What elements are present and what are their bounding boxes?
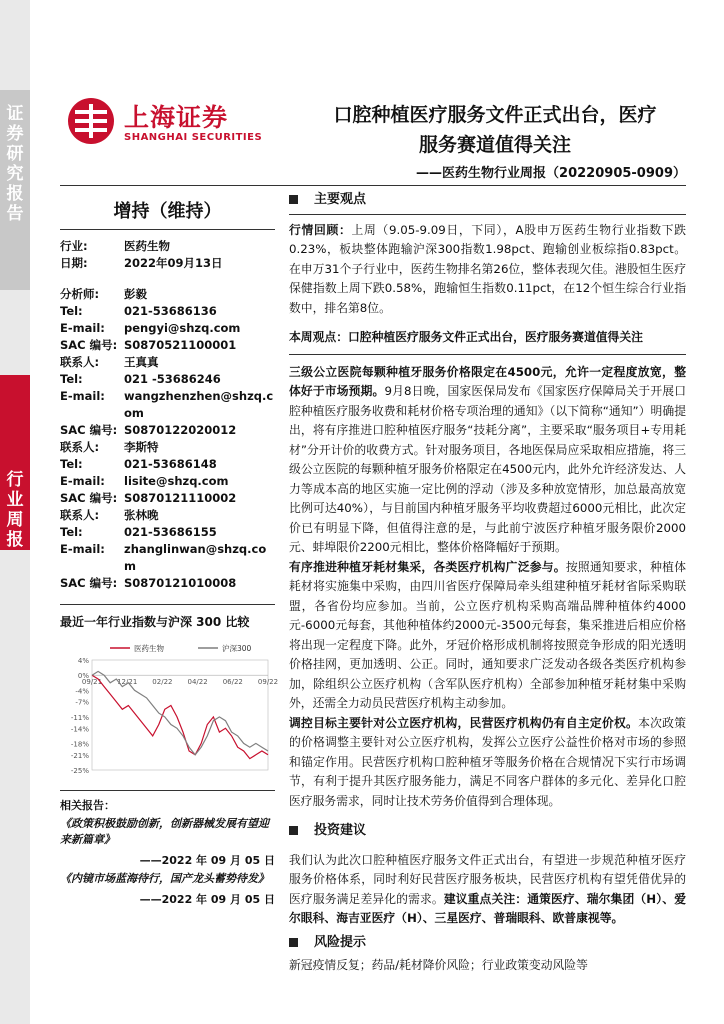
chart-x-tick-label: 06/22 xyxy=(222,678,243,687)
info-value: wangzhenzhen@shzq.com xyxy=(124,389,274,420)
regulation-target-text: 本次政策的价格调整主要针对公立医疗机构，发挥公立医疗公益性价格对市场的参照和锚定作用。民营医疗机构口腔种植牙等服务价格在合规情况下实行市场调节，有利于提升其医疗服务能力，满足不同客户群体的多元化、差异化口腔医疗服务需求，同时让技术劳务价值得到合理体现。 xyxy=(289,715,686,808)
rating-divider xyxy=(60,229,275,230)
chart-x-tick-label: 09/21 xyxy=(81,678,103,687)
info-value: 021-53686148 xyxy=(124,457,217,471)
report-title-line1: 口腔种植医疗服务文件正式出台，医疗 xyxy=(333,104,657,126)
chart-series-line-pharma xyxy=(92,675,268,758)
view-divider xyxy=(289,354,686,355)
section-investment-advice xyxy=(289,821,686,841)
related-divider xyxy=(60,790,275,791)
paragraph-procurement xyxy=(289,558,686,714)
report-subtitle: ——医药生物行业周报（20220905-0909） xyxy=(416,166,686,181)
chart-divider xyxy=(60,604,275,605)
info-row xyxy=(60,255,275,272)
logo-name-en: SHANGHAI SECURITIES xyxy=(124,132,263,143)
info-value: 021-53686155 xyxy=(124,525,217,539)
related-report-date: ——2022 年 09 月 05 日 xyxy=(139,854,275,867)
chart-y-tick-label: -4% xyxy=(75,687,89,696)
chart-x-tick-label: 02/22 xyxy=(152,678,173,687)
market-review-paragraph xyxy=(289,221,686,319)
weekly-view-label: 本周观点： xyxy=(289,330,348,344)
info-row xyxy=(60,320,275,337)
info-row xyxy=(60,490,275,507)
info-row xyxy=(60,337,275,354)
related-report-title: 《政策积极鼓励创新，创新器械发展有望迎来新篇章》 xyxy=(60,817,269,846)
info-key: Tel: xyxy=(60,304,83,318)
info-row xyxy=(60,456,275,473)
section-investment-title: 投资建议 xyxy=(314,823,367,838)
risk-paragraph: 新冠疫情反复；药品/耗材降价风险；行业政策变动风险等 xyxy=(289,958,588,972)
chart-x-tick-label: 04/22 xyxy=(187,678,208,687)
info-value: pengyi@shzq.com xyxy=(124,321,241,335)
info-value: S0870121010008 xyxy=(124,576,237,590)
info-value: 李斯特 xyxy=(124,440,159,454)
info-key: E-mail: xyxy=(60,321,105,335)
info-key: SAC 编号: xyxy=(60,423,118,437)
info-row xyxy=(60,238,275,255)
report-title-line2: 服务赛道值得关注 xyxy=(418,134,571,156)
section-divider xyxy=(289,214,686,215)
info-key: 日期: xyxy=(60,256,88,270)
info-value: 王真真 xyxy=(124,355,159,369)
main-content xyxy=(289,190,686,976)
rating-label: 增持（维持） xyxy=(113,201,222,222)
bullet-square-icon xyxy=(289,826,298,835)
info-value: 彭毅 xyxy=(124,287,147,301)
bullet-square-icon xyxy=(289,938,298,947)
info-key: Tel: xyxy=(60,457,83,471)
info-key: E-mail: xyxy=(60,542,105,556)
chart-plot-frame xyxy=(92,660,268,770)
logo-name-cn: 上海证券 xyxy=(124,103,229,132)
section-main-points-title: 主要观点 xyxy=(314,192,367,207)
info-key: 行业: xyxy=(60,239,88,253)
company-logo xyxy=(66,96,266,152)
info-value: 张林晚 xyxy=(124,508,159,522)
info-key: E-mail: xyxy=(60,389,105,403)
info-key: Tel: xyxy=(60,525,83,539)
info-row xyxy=(60,354,275,371)
chart-legend-label: 沪深300 xyxy=(222,644,252,653)
section-main-points xyxy=(289,190,686,210)
related-report-date: ——2022 年 09 月 05 日 xyxy=(139,893,275,906)
info-key: SAC 编号: xyxy=(60,338,118,352)
procurement-text: 按照通知要求，种植体耗材将实施集中采购，由四川省医疗保障局牵头组建种植牙耗材省际采购联盟，各省份均应参加。当前，公立医疗机构采购高端品牌种植体约4000元-6000元每套，其他种植体约2000元-3500元每套，集采推进后相应价格将出现一定程度下降。此外，牙冠价格形成机制将按照竞争形成的阳光透明价格挂网，更加透明、公正。同时，通知要求广泛发动各级各类医疗机构参加，除组织公立医疗机构（含军队医疗机构）全部参加种植牙耗材集中采购外，还需全力动员民营医疗机构主动参加。 xyxy=(289,559,686,710)
info-row xyxy=(60,286,275,303)
info-key: SAC 编号: xyxy=(60,576,118,590)
info-value: 医药生物 xyxy=(124,239,170,253)
chart-y-tick-label: 4% xyxy=(77,657,89,665)
chart-y-tick-label: -18% xyxy=(70,740,89,749)
section-risk xyxy=(289,933,686,953)
chart-y-tick-label: -7% xyxy=(75,698,89,707)
info-row xyxy=(60,524,275,541)
info-key: Tel: xyxy=(60,372,83,386)
chart-x-tick-label: 12/21 xyxy=(117,678,138,687)
price-cap-heading: 三级公立医院每颗种植牙服务价格限定在4500元，允许一定程度放宽，整体好于市场预期。 xyxy=(289,364,686,398)
weekly-view-text: 口腔种植医疗服务文件正式出台，医疗服务赛道值得关注 xyxy=(348,330,643,344)
procurement-heading: 有序推进种植牙耗材集采，各类医疗机构广泛参与。 xyxy=(289,559,566,574)
chart-legend-label: 医药生物 xyxy=(134,644,164,653)
info-row xyxy=(60,303,275,320)
market-review-label: 行情回顾： xyxy=(289,222,352,237)
related-reports-list xyxy=(60,816,275,907)
chart-y-tick-label: -11% xyxy=(70,713,89,722)
investment-paragraph xyxy=(289,851,686,929)
chart-y-tick-label: -21% xyxy=(70,751,89,760)
info-row xyxy=(60,575,275,592)
info-row xyxy=(60,473,275,490)
meta-list xyxy=(60,238,275,272)
info-value: S0870121110002 xyxy=(124,491,237,505)
info-key: SAC 编号: xyxy=(60,491,118,505)
info-value: S0870122020012 xyxy=(124,423,237,437)
logo-emblem-icon xyxy=(66,96,116,146)
price-cap-text: 9月8日晚，国家医保局发布《国家医疗保障局关于开展口腔种植医疗服务收费和耗材价格专项治理的通知》（以下简称“通知”）明确提出，将有序推进口腔种植医疗服务“技耗分离”，主要采取“服务项目+专用耗材”分开计价的收费方式。针对服务项目，各地医保局应采取相应措施，将三级公立医院的每颗种植牙服务价格限定在4500元内，此外允许经济发达、人力等成本高的地区实施一定比例的浮动（涉及多种放宽情形，加总最高放宽比例可达40%），与目前国内种植牙服务平均收费超过6000元相比，此次定价已有明显下降，但值得注意的是，与此前宁波医疗种植牙服务限价2000元、蚌埠限价2200元相比，整体价格降幅好于预期。 xyxy=(289,384,686,554)
index-comparison-chart xyxy=(60,638,279,778)
report-title xyxy=(290,100,700,160)
info-row xyxy=(60,388,275,422)
regulation-target-heading: 调控目标主要针对公立医疗机构，民营医疗机构仍有自主定价权。 xyxy=(289,715,639,730)
chart-x-tick-label: 09/22 xyxy=(257,678,279,687)
chart-title: 最近一年行业指数与沪深 300 比较 xyxy=(60,615,250,629)
info-key: E-mail: xyxy=(60,474,105,488)
info-value: S0870521100001 xyxy=(124,338,237,352)
info-value: 2022年09月13日 xyxy=(124,256,223,270)
info-key: 联系人: xyxy=(60,440,100,454)
sidebar-category-label: 行业周报 xyxy=(6,470,24,550)
paragraph-price-cap xyxy=(289,363,686,558)
analyst-list xyxy=(60,286,275,592)
related-reports-title: 相关报告： xyxy=(60,799,115,812)
market-review-text: 上周（9.05-9.09日，下同），A股申万医药生物行业指数下跌0.23%，板块整体跑输沪深300指数1.98pct、跑输创业板综指0.83pct。在申万31个子行业中，医药生物排名第26位，整体表现欠佳。港股恒生医疗保健指数上周下跌0.58%，跑输恒生指数0.11pct，在12个恒生综合行业指数中，排名第8位。 xyxy=(289,222,686,315)
investment-recommendations: 建议重点关注：通策医疗、瑞尔集团（H）、爱尔眼科、海吉亚医疗（H）、三星医疗、普瑞眼科、欧普康视等。 xyxy=(289,891,686,925)
info-key: 联系人: xyxy=(60,355,100,369)
header-divider xyxy=(60,185,686,186)
info-value: 021-53686136 xyxy=(124,304,217,318)
paragraph-regulation-target xyxy=(289,714,686,812)
related-report-title: 《内镜市场蓝海待行，国产龙头蓄势待发》 xyxy=(60,872,269,885)
info-row xyxy=(60,422,275,439)
chart-y-tick-label: -25% xyxy=(70,767,89,775)
sidebar-report-type: 证券研究报告 xyxy=(6,104,24,224)
info-value: zhanglinwan@shzq.com xyxy=(124,542,267,573)
chart-y-tick-label: -14% xyxy=(70,725,89,734)
info-row xyxy=(60,507,275,524)
section-risk-title: 风险提示 xyxy=(314,934,367,950)
investment-text: 我们认为此次口腔种植医疗服务文件正式出台，有望进一步规范种植牙医疗服务价格体系，同时利好民营医疗服务板块，民营医疗机构有望凭借优异的医疗服务满足差异化的需求。 xyxy=(289,852,686,906)
info-key: 联系人: xyxy=(60,508,100,522)
info-key: 分析师: xyxy=(60,287,100,301)
info-value: lisite@shzq.com xyxy=(124,474,229,488)
info-row xyxy=(60,371,275,388)
bullet-square-icon xyxy=(289,195,298,204)
weekly-view-paragraph xyxy=(289,328,686,348)
chart-y-tick-label: 0% xyxy=(77,672,89,681)
info-value: 021 -53686246 xyxy=(124,372,221,386)
info-row xyxy=(60,439,275,456)
left-column xyxy=(60,192,279,907)
info-row xyxy=(60,541,275,575)
